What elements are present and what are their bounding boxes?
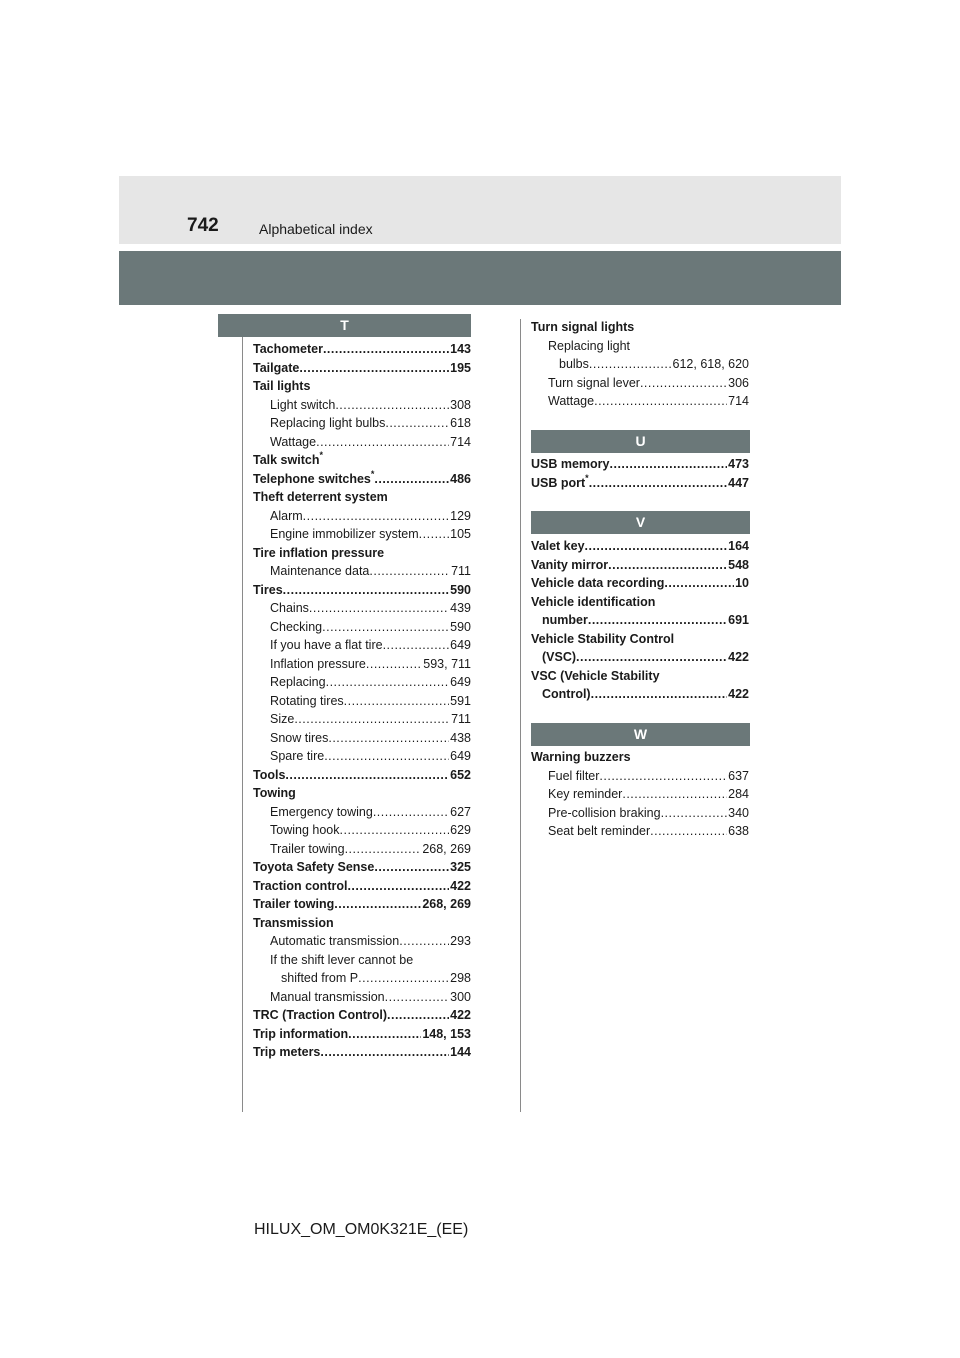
index-entry-label: Size [270, 712, 295, 726]
index-entry [253, 1043, 471, 1062]
index-entry-label: (VSC) [542, 650, 577, 664]
index-entry [253, 525, 471, 544]
dot-leader [594, 392, 727, 411]
index-entry [253, 581, 471, 600]
index-entry-label: If the shift lever cannot be [270, 952, 414, 967]
index-entry-page: 590 [450, 619, 471, 634]
dot-leader [387, 1006, 449, 1025]
index-entry-label: If you have a flat tire [270, 638, 383, 652]
dot-leader [374, 470, 449, 489]
index-entry-label: Toyota Safety Sense [253, 860, 375, 874]
index-entry [253, 1025, 471, 1044]
dot-leader [589, 355, 672, 374]
index-entry-label: Warning buzzers [531, 750, 631, 764]
index-entry-page: 627 [450, 804, 471, 819]
index-entry-page: 438 [450, 730, 471, 745]
header-band [119, 176, 841, 244]
index-entry-page: 629 [450, 823, 471, 837]
index-entry-label: TRC (Traction Control) [253, 1008, 388, 1022]
dot-leader [576, 648, 727, 667]
index-entry-label: Replacing [270, 675, 326, 689]
index-entry-label: Tools [253, 767, 286, 782]
index-entry [531, 337, 749, 356]
index-entry-label: Trailer towing [253, 897, 335, 911]
index-entry-label: Trip meters [253, 1045, 321, 1059]
letter-heading-u: U [531, 430, 750, 453]
footnote-star: * [585, 473, 589, 483]
index-entry-label: Wattage [548, 394, 595, 408]
dot-leader [419, 525, 449, 544]
title-bar [119, 251, 841, 305]
dot-leader [608, 556, 727, 575]
index-entry-label: number [542, 613, 588, 627]
dot-leader [588, 611, 727, 630]
index-entry-page: 711 [451, 564, 471, 578]
index-entry [531, 355, 749, 374]
index-entry-label: shifted from P [281, 971, 359, 985]
index-entry [253, 636, 471, 655]
column-divider-left [242, 336, 243, 1112]
index-entry-label: Pre-collision braking [548, 805, 661, 820]
index-entry [253, 470, 471, 489]
dot-leader [622, 785, 727, 804]
footnote-star: * [370, 469, 375, 479]
document-code: HILUX_OM_OM0K321E_(EE) [254, 1221, 469, 1238]
index-entry [531, 474, 749, 493]
index-entry-page: 652 [450, 767, 471, 782]
letter-heading-t: T [218, 314, 471, 337]
index-entry-label: Inflation pressure [270, 656, 366, 671]
index-entry [253, 877, 471, 896]
index-entry [531, 455, 749, 474]
index-entry-page: 649 [450, 638, 471, 652]
dot-leader [610, 455, 728, 474]
index-entry-page: 195 [450, 360, 471, 375]
dot-leader [299, 359, 449, 378]
index-entry-page: 711 [451, 712, 471, 726]
index-entry-label: Tire inflation pressure [253, 545, 385, 560]
index-entry-page: 300 [450, 989, 471, 1004]
index-entry-page: 105 [450, 527, 471, 541]
index-list-t [253, 340, 471, 1062]
index-entry-page: 144 [450, 1045, 471, 1059]
dot-leader [369, 562, 450, 581]
index-entry-page: 422 [728, 687, 749, 701]
index-entry [253, 803, 471, 822]
index-entry-page: 293 [450, 934, 471, 948]
index-entry [253, 1006, 471, 1025]
index-entry [253, 340, 471, 359]
index-entry [531, 630, 749, 649]
index-entry-page: 298 [450, 971, 471, 985]
index-entry [253, 969, 471, 988]
index-entry [253, 747, 471, 766]
index-entry [253, 914, 471, 933]
index-entry-page: 422 [728, 650, 749, 664]
index-entry [531, 685, 749, 704]
dot-leader [323, 340, 449, 359]
dot-leader [383, 636, 450, 655]
index-entry-page: 649 [450, 675, 471, 689]
dot-leader [385, 414, 449, 433]
dot-leader [324, 747, 449, 766]
index-entry-page: 486 [450, 471, 471, 486]
index-entry-label: Automatic transmission [270, 934, 400, 948]
index-entry-page: 164 [728, 539, 749, 553]
dot-leader [316, 433, 449, 452]
dot-leader [661, 804, 728, 823]
index-entry-label: Emergency towing [270, 804, 373, 819]
dot-leader [585, 537, 728, 556]
index-entry-page: 325 [450, 860, 471, 874]
index-entry [253, 451, 471, 470]
index-entry [253, 673, 471, 692]
index-entry-label: Telephone switches* [253, 469, 375, 486]
index-entry [253, 729, 471, 748]
index-entry-page: 143 [450, 342, 471, 356]
index-entry-label: Tires [253, 582, 283, 597]
index-entry-label: Turn signal lever [548, 375, 640, 390]
dot-leader [373, 803, 449, 822]
index-entry [253, 710, 471, 729]
index-entry-page: 422 [450, 878, 471, 893]
index-entry [531, 804, 749, 823]
index-entry-page: 591 [450, 693, 471, 708]
dot-leader [294, 710, 450, 729]
index-list-u [531, 455, 749, 492]
index-entry-label: Seat belt reminder [548, 824, 651, 838]
index-entry [253, 562, 471, 581]
dot-leader [589, 474, 727, 493]
index-entry-label: Wattage [270, 434, 317, 449]
index-entry-page: 268, 269 [422, 897, 471, 911]
index-entry [253, 821, 471, 840]
index-entry-page: 548 [728, 557, 749, 572]
index-entry-page: 691 [728, 613, 749, 627]
dot-leader [309, 599, 449, 618]
index-entry [531, 318, 749, 337]
section-title: Alphabetical index [259, 221, 373, 237]
index-entry-label: Theft deterrent system [253, 490, 388, 504]
index-entry [531, 392, 749, 411]
index-entry [253, 655, 471, 674]
index-entry-label: Towing [253, 786, 296, 800]
index-entry [253, 618, 471, 637]
index-entry-label: Snow tires [270, 730, 329, 745]
index-entry [253, 858, 471, 877]
dot-leader [344, 692, 449, 711]
index-entry [253, 433, 471, 452]
letter-heading-v: V [531, 511, 750, 534]
dot-leader [303, 507, 449, 526]
dot-leader [358, 969, 449, 988]
index-entry-label: Tailgate [253, 360, 300, 375]
dot-leader [366, 655, 422, 674]
dot-leader [399, 932, 449, 951]
index-entry-label: Rotating tires [270, 693, 344, 708]
dot-leader [348, 1025, 421, 1044]
index-entry-page: 638 [728, 824, 749, 838]
index-entry [531, 537, 749, 556]
dot-leader [591, 685, 728, 704]
index-entry-label: Trip information [253, 1026, 349, 1041]
index-entry-label: Towing hook [270, 823, 340, 837]
index-entry [531, 767, 749, 786]
index-entry [253, 766, 471, 785]
dot-leader [320, 1043, 449, 1062]
index-entry-page: 10 [735, 576, 749, 590]
index-entry-page: 340 [728, 805, 749, 820]
dot-leader [650, 822, 727, 841]
dot-leader [385, 988, 450, 1007]
index-entry [531, 556, 749, 575]
index-entry [253, 396, 471, 415]
index-entry [253, 895, 471, 914]
index-entry-label: Engine immobilizer system [270, 527, 419, 541]
index-entry [531, 748, 749, 767]
index-entry-label: Replacing light [548, 338, 630, 353]
dot-leader [599, 767, 727, 786]
index-entry-label: Traction control [253, 878, 348, 893]
index-entry-label: Valet key [531, 539, 585, 553]
index-entry [253, 988, 471, 1007]
index-entry [531, 574, 749, 593]
page-number: 742 [187, 215, 219, 236]
index-entry [253, 488, 471, 507]
index-entry-page: 714 [450, 434, 471, 449]
index-entry-page: 714 [728, 394, 749, 408]
index-entry-page: 422 [450, 1008, 471, 1022]
index-entry-label: Alarm [270, 508, 303, 523]
index-entry-page: 590 [450, 582, 471, 597]
index-entry-label: Tachometer [253, 342, 323, 356]
index-entry [531, 667, 749, 686]
index-entry [531, 593, 749, 612]
index-entry-label: Vehicle Stability Control [531, 631, 675, 646]
column-divider-right [520, 319, 521, 1112]
index-entry-label: Key reminder [548, 787, 623, 801]
index-entry-page: 447 [728, 475, 749, 490]
index-entry-label: Transmission [253, 915, 334, 930]
index-entry [253, 359, 471, 378]
index-entry-page: 284 [728, 787, 749, 801]
index-entry [253, 932, 471, 951]
index-entry [253, 784, 471, 803]
index-entry-label: USB memory [531, 457, 610, 471]
index-entry-label: Chains [270, 601, 309, 615]
index-entry [253, 599, 471, 618]
dot-leader [664, 574, 734, 593]
index-entry-page: 148, 153 [422, 1026, 471, 1041]
index-entry-page: 649 [450, 749, 471, 763]
index-entry [531, 822, 749, 841]
index-entry [253, 840, 471, 859]
index-entry-label: Fuel filter [548, 768, 600, 783]
dot-leader [285, 766, 449, 785]
index-entry-page: 306 [728, 375, 749, 390]
index-entry [253, 377, 471, 396]
index-entry-label: Vehicle identification [531, 594, 656, 609]
index-entry [531, 611, 749, 630]
index-entry-label: USB port* [531, 473, 589, 490]
dot-leader [328, 729, 449, 748]
index-entry-label: Control) [542, 687, 591, 701]
dot-leader [640, 374, 727, 393]
index-entry-label: Vehicle data recording [531, 576, 665, 590]
dot-leader [345, 840, 422, 859]
index-entry-label: Talk switch* [253, 451, 323, 467]
index-entry [253, 544, 471, 563]
index-list-v [531, 537, 749, 704]
index-entry [253, 507, 471, 526]
index-entry-page: 439 [450, 601, 471, 615]
index-entry-page: 637 [728, 768, 749, 783]
letter-heading-w: W [531, 723, 750, 746]
index-entry-page: 618 [450, 416, 471, 430]
index-entry-label: Vanity mirror [531, 557, 609, 572]
index-entry [253, 692, 471, 711]
dot-leader [283, 581, 449, 600]
index-entry-label: Tail lights [253, 379, 311, 393]
index-entry-page: 129 [450, 508, 471, 523]
index-entry-label: Light switch [270, 397, 336, 412]
index-entry-label: Spare tire [270, 749, 325, 763]
dot-leader [335, 396, 449, 415]
index-entry-label: Manual transmission [270, 989, 385, 1004]
index-entry-label: Maintenance data [270, 564, 370, 578]
dot-leader [326, 673, 450, 692]
index-entry-label: VSC (Vehicle Stability [531, 668, 660, 683]
index-entry [531, 374, 749, 393]
footnote-star: * [319, 451, 323, 460]
index-entry-page: 473 [728, 457, 749, 471]
index-entry [253, 951, 471, 970]
index-entry [531, 648, 749, 667]
index-entry-label: Replacing light bulbs [270, 416, 386, 430]
index-entry-label: bulbs [559, 357, 589, 371]
index-entry-page: 308 [450, 397, 471, 412]
index-entry-label: Turn signal lights [531, 320, 635, 334]
index-entry-label: Checking [270, 619, 323, 634]
dot-leader [322, 618, 449, 637]
index-entry-page: 612, 618, 620 [672, 357, 749, 371]
index-list-w [531, 748, 749, 841]
index-entry-label: Trailer towing [270, 841, 345, 856]
index-list-turn-signal [531, 318, 749, 411]
dot-leader [340, 821, 450, 840]
index-entry-page: 593, 711 [423, 656, 471, 671]
dot-leader [334, 895, 421, 914]
index-entry [531, 785, 749, 804]
index-entry [253, 414, 471, 433]
dot-leader [347, 877, 449, 896]
index-entry-page: 268, 269 [422, 841, 471, 856]
dot-leader [374, 858, 449, 877]
